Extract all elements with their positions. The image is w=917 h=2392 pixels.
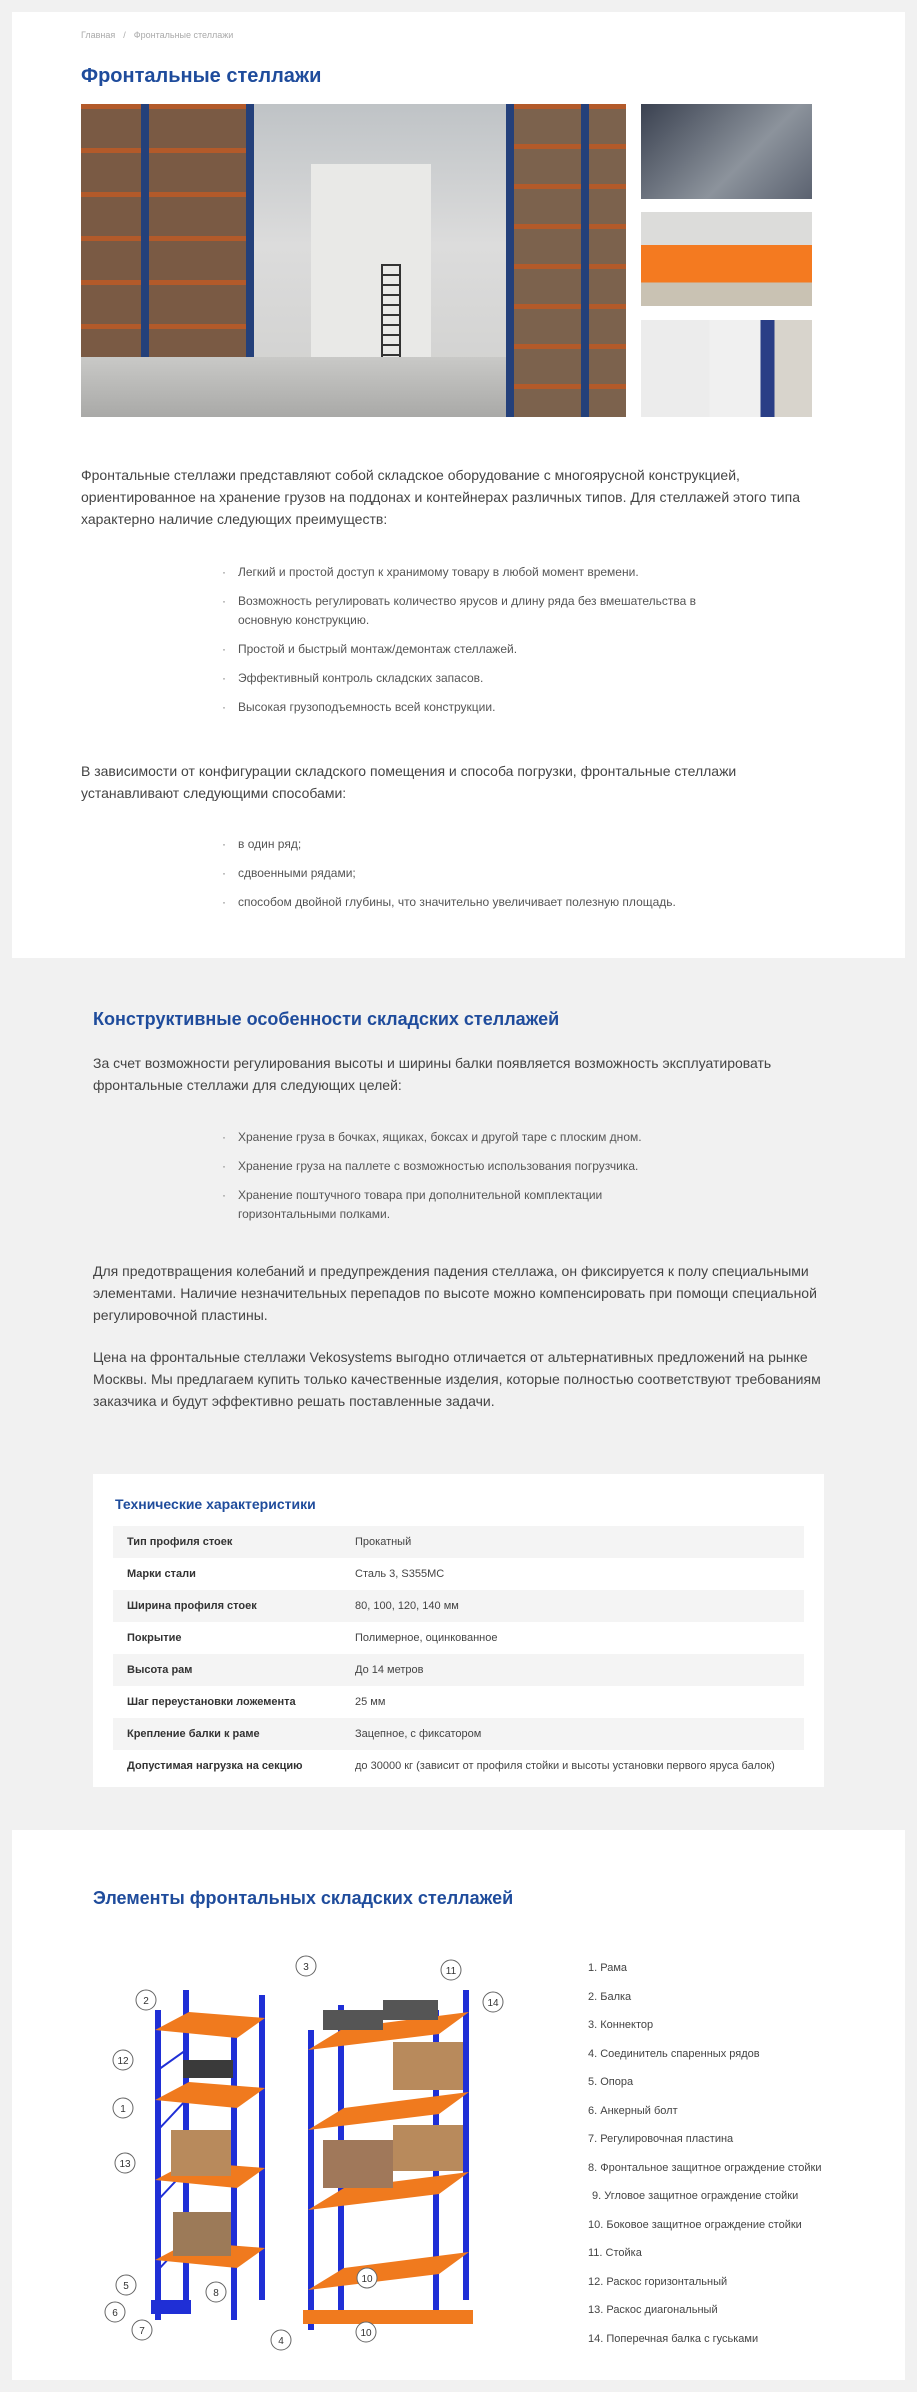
specs-table (113, 1526, 804, 1782)
page-title: Фронтальные стеллажи (81, 65, 322, 87)
spec-value: 80, 100, 120, 140 мм (341, 1590, 804, 1622)
callout-label: 2 (143, 1996, 149, 2007)
rack-upright (308, 2030, 314, 2330)
legend-item: 14. Поперечная балка с гуськами (588, 2332, 759, 2345)
list-item: · в один ряд; (222, 835, 742, 854)
uses-list (222, 1128, 742, 1234)
spec-value: Прокатный (341, 1526, 804, 1558)
legend-item: 8. Фронтальное защитное ограждение стойки (588, 2161, 822, 2174)
table-row (113, 1718, 804, 1750)
price-text: Цена на фронтальные стеллажи Vekosystems выгодно отличается от альтернативных предложений на рынке Москвы. Мы предлагаем купить только качественные изделия, которые полностью соответствуют требованиям заказчика и будут эффективно решать поставленные задачи. (93, 1349, 821, 1409)
spec-key: Крепление балки к раме (113, 1718, 341, 1750)
table-row (113, 1558, 804, 1590)
legend-item: 7. Регулировочная пластина (588, 2133, 734, 2145)
table-row (113, 1622, 804, 1654)
pallet-load (393, 2042, 463, 2090)
right-rack (303, 1990, 473, 2330)
features-title: Конструктивные особенности складских стеллажей (93, 1009, 560, 1029)
callout-label: 1 (120, 2104, 126, 2115)
breadcrumb-home-link[interactable]: Главная (81, 30, 116, 40)
legend-item: 9. Угловое защитное ограждение стойки (592, 2190, 799, 2202)
rack-elements-diagram (93, 1950, 533, 2362)
spec-value: 25 мм (355, 1696, 386, 1708)
callout-label: 11 (445, 1966, 457, 1977)
spec-key: Покрытие (127, 1632, 182, 1644)
list-item: · Простой и быстрый монтаж/демонтаж стеллажей. (222, 640, 742, 659)
table-row (113, 1686, 804, 1718)
table-row (113, 1526, 804, 1558)
specs-title: Технические характеристики (115, 1496, 316, 1512)
rack-beam (155, 2012, 265, 2038)
legend-item: 13. Раскос диагональный (588, 2304, 718, 2316)
spec-value: до 30000 кг (зависит от профиля стойки и высоты установки первого яруса балок) (355, 1760, 775, 1772)
gallery-thumb-3[interactable] (641, 320, 812, 417)
rack-upright (259, 1995, 265, 2300)
spec-key: Высота рам (113, 1654, 341, 1686)
install-text: В зависимости от конфигурации складского помещения и способа погрузки, фронтальные стеллажи устанавливают следующими способами: (81, 763, 737, 801)
spec-key: Тип профиля стоек (113, 1526, 341, 1558)
rack-beam (308, 2092, 469, 2130)
spec-value: Зацепное, с фиксатором (341, 1718, 804, 1750)
pallet-load (323, 2140, 393, 2188)
fixing-text: Для предотвращения колебаний и предупреждения падения стеллажа, он фиксируется к полу специальными элементами. Наличие незначительных перепадов по высоте можно компенсировать при помощи специальной регулировочной пластины. (93, 1263, 817, 1323)
photo-shelf-right (506, 104, 626, 417)
list-item: · Хранение груза на паллете с возможностью использования погрузчика. (222, 1157, 742, 1176)
legend-item: 5. Опора (588, 2076, 634, 2088)
elements-title: Элементы фронтальных складских стеллажей (93, 1888, 514, 1908)
list-item: · Возможность регулировать количество ярусов и длину ряда без вмешательства в основную конструкцию. (222, 592, 698, 630)
list-item: · Эффективный контроль складских запасов. (222, 669, 742, 688)
callout-label: 3 (303, 1962, 309, 1973)
pallet-load (393, 2125, 463, 2171)
legend-item: 3. Коннектор (588, 2019, 654, 2031)
left-rack (151, 1990, 265, 2320)
pallet-load (323, 2010, 383, 2030)
rack-guard (303, 2310, 473, 2324)
legend-item: 6. Анкерный болт (588, 2104, 678, 2117)
gallery-main-photo[interactable] (81, 104, 626, 417)
list-item: · Высокая грузоподъемность всей конструкции. (222, 698, 742, 717)
gallery-thumb-1[interactable] (641, 104, 812, 199)
breadcrumb (81, 30, 233, 40)
rack-beam (155, 2082, 265, 2108)
callout-label: 5 (123, 2281, 129, 2292)
spec-key: Ширина профиля стоек (113, 1590, 341, 1622)
callout-label: 10 (360, 2328, 372, 2339)
elements-legend (588, 1960, 822, 2359)
photo-rack-post (581, 104, 589, 417)
spec-key: Шаг переустановки ложемента (127, 1696, 296, 1708)
callout-label: 6 (112, 2308, 118, 2319)
list-item: · Хранение груза в бочках, ящиках, боксах и другой таре с плоским дном. (222, 1128, 742, 1147)
photo-gallery (81, 104, 812, 417)
rack-beam (308, 2252, 469, 2290)
features-text: За счет возможности регулирования высоты и ширины балки появляется возможность эксплуатировать фронтальные стеллажи для следующих целей: (93, 1055, 772, 1093)
spec-value: До 14 метров (341, 1654, 804, 1686)
list-item: · Хранение поштучного товара при дополнительной комплектации горизонтальными полками. (222, 1186, 638, 1224)
photo-warehouse-door (311, 164, 431, 364)
install-methods-list (222, 835, 742, 922)
intro-text: Фронтальные стеллажи представляют собой складское оборудование с многоярусной конструкцией, ориентированное на хранение грузов на поддонах и контейнерах различных типов. Для стеллажей этого типа характерно наличие следующих преимуществ: (81, 467, 800, 527)
breadcrumb-separator: / (123, 30, 126, 40)
benefits-list (222, 563, 742, 727)
table-row (113, 1750, 804, 1782)
photo-rack-post (506, 104, 514, 417)
spec-value: Сталь 3, S355MC (355, 1568, 445, 1580)
photo-ladder (381, 264, 401, 364)
legend-item: 12. Раскос горизонтальный (588, 2275, 728, 2288)
table-row (113, 1590, 804, 1622)
spec-value: Полимерное, оцинкованное (355, 1632, 498, 1644)
list-item: · способом двойной глубины, что значительно увеличивает полезную площадь. (222, 893, 742, 912)
list-item: · сдвоенными рядами; (222, 864, 742, 883)
legend-item: 11. Стойка (588, 2247, 642, 2259)
legend-item: 4. Соединитель спаренных рядов (588, 2047, 760, 2060)
spec-key: Допустимая нагрузка на секцию (127, 1760, 303, 1772)
list-item: · Легкий и простой доступ к хранимому товару в любой момент времени. (222, 563, 742, 582)
gallery-thumb-2[interactable] (641, 212, 812, 306)
rack-upright (155, 2010, 161, 2320)
legend-item: 10. Боковое защитное ограждение стойки (588, 2218, 802, 2231)
callout-label: 12 (117, 2056, 129, 2067)
callout-label: 13 (119, 2159, 131, 2170)
pallet-load (183, 2060, 233, 2078)
spec-key: Марки стали (127, 1568, 196, 1580)
table-row (113, 1654, 804, 1686)
callout-label: 8 (213, 2288, 219, 2299)
specs-card (93, 1474, 824, 1787)
callout-label: 14 (487, 1998, 499, 2009)
pallet-load (383, 2000, 438, 2020)
breadcrumb-current: Фронтальные стеллажи (133, 30, 234, 40)
callout-label: 4 (278, 2336, 284, 2347)
callout-label: 10 (361, 2274, 373, 2285)
rack-guard (151, 2300, 191, 2314)
legend-item: 1. Рама (588, 1962, 627, 1974)
pallet-load (173, 2212, 231, 2256)
legend-item: 2. Балка (588, 1990, 632, 2003)
callout-label: 7 (139, 2326, 145, 2337)
pallet-load (171, 2130, 231, 2176)
